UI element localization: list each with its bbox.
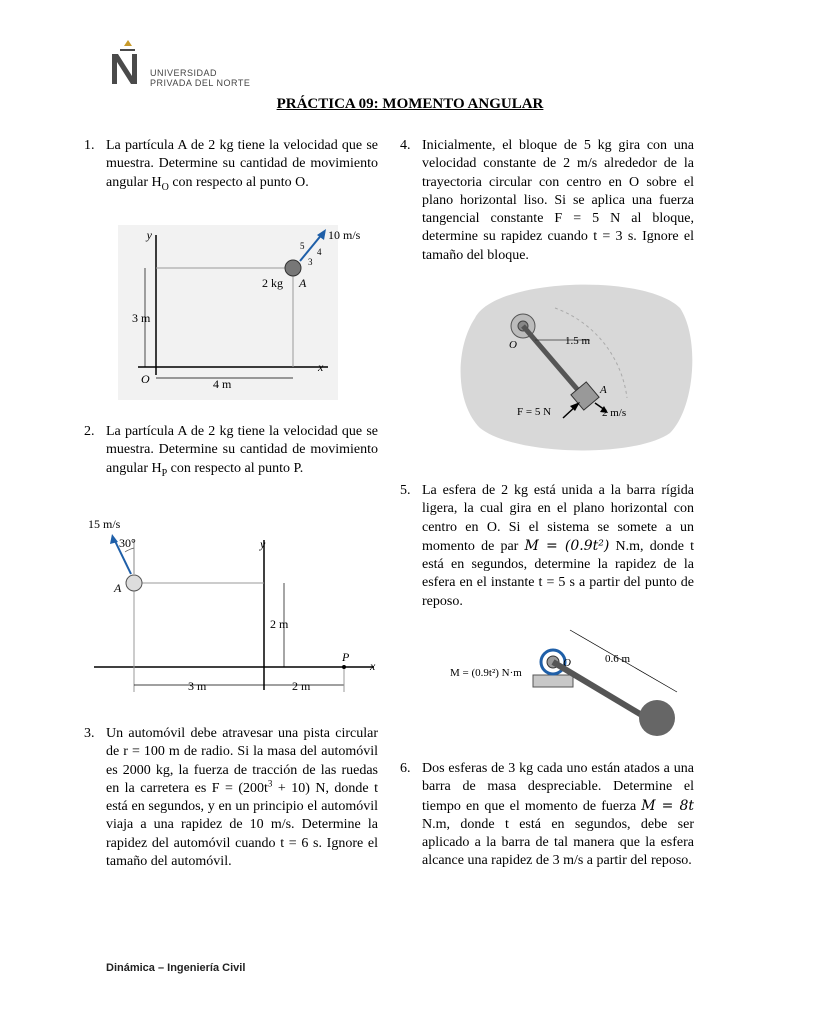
figure-1-particle-diagram xyxy=(118,225,361,400)
svg-text:15 m/s: 15 m/s xyxy=(88,517,121,531)
svg-text:A: A xyxy=(600,384,607,396)
figure-5-sphere-bar-diagram xyxy=(445,620,693,745)
problem-2 xyxy=(84,423,378,478)
svg-text:P: P xyxy=(342,650,350,664)
svg-text:y: y xyxy=(146,228,152,242)
svg-text:2 m: 2 m xyxy=(270,617,289,631)
svg-text:M = (0.9t²) N·m: M = (0.9t²) N·m xyxy=(450,667,522,679)
svg-text:A: A xyxy=(114,581,122,595)
svg-text:5: 5 xyxy=(300,241,305,251)
problem-number: 1. xyxy=(84,138,95,153)
problem-text: Un automóvil debe atravesar una pista circular de r = 100 m de radio. Si la masa del automóvil es 2000 kg, la fuerza de tracción de las ruedas en la carretera es $F = (200t^3 + 10)$ N, donde t está en segundos, y en un principio el automóvil viaja a una rapidez de 10 m/s. Determine la rapidez del automóvil cuando t = 6 s. Ignore el tamaño del automóvil. xyxy=(106,726,378,870)
svg-text:O: O xyxy=(509,339,517,351)
problem-text: Inicialmente, el bloque de 5 kg gira con una velocidad constante de 2 m/s alrededor de la trayectoria circular con centro en O sobre el plano horizontal liso. Si se aplica una fuerza tangencial constante F = 5 N al bloque, determine su rapidez cuando t = 3 s. Ignore el tamaño del bloque. xyxy=(422,138,694,263)
svg-text:3 m: 3 m xyxy=(188,679,207,693)
svg-text:2 m/s: 2 m/s xyxy=(602,407,627,419)
svg-text:0.6 m: 0.6 m xyxy=(605,653,631,665)
svg-text:10 m/s: 10 m/s xyxy=(328,228,361,242)
university-logo xyxy=(106,40,266,90)
problem-text: Dos esferas de 3 kg cada uno están atados a una barra de masa despreciable. Determine el tiempo en que el momento de fuerza M = 8t N.m, donde t está en segundos, debe ser aplicado a la barra de tal manera que la esfera alcance una rapidez de 3 m/s a partir del reposo. xyxy=(422,761,695,869)
figure-4-block-diagram xyxy=(455,278,695,456)
svg-text:3 m: 3 m xyxy=(132,311,151,325)
svg-text:x: x xyxy=(318,360,324,374)
svg-text:O: O xyxy=(141,372,150,386)
svg-text:2 m: 2 m xyxy=(292,679,311,693)
problem-text: La partícula A de 2 kg tiene la velocidad que se muestra. Determine su cantidad de movimiento angular $H_P$ con respecto al punto P. xyxy=(106,424,378,479)
svg-text:2 kg: 2 kg xyxy=(262,276,283,290)
svg-text:x: x xyxy=(370,659,376,673)
svg-text:30°: 30° xyxy=(119,536,136,550)
problem-3 xyxy=(84,725,378,871)
problem-number: 5. xyxy=(400,483,411,498)
figure-2-particle-diagram xyxy=(86,512,384,697)
svg-text:1.5 m: 1.5 m xyxy=(565,335,591,347)
problem-number: 4. xyxy=(400,138,411,153)
problem-4 xyxy=(400,137,694,265)
svg-text:A: A xyxy=(299,276,307,290)
svg-text:3: 3 xyxy=(308,257,313,267)
svg-text:4: 4 xyxy=(317,247,322,257)
problem-6 xyxy=(400,760,694,871)
svg-text:4 m: 4 m xyxy=(213,377,232,391)
problem-text: La esfera de 2 kg está unida a la barra rígida ligera, la cual gira en el plano horizontal con centro en O. Si el sistema se somete a un momento de par M = (0.9t²) N.m, donde t está en segundos, determine la rapidez de la esfera en el instante t = 5 s a partir del punto de reposo. xyxy=(422,483,694,609)
problem-1 xyxy=(84,137,378,192)
logo-mark-icon xyxy=(106,40,150,88)
svg-text:O: O xyxy=(563,657,571,669)
page-footer: Dinámica – Ingeniería Civil xyxy=(106,962,246,974)
problem-5 xyxy=(400,482,694,611)
svg-text:F = 5 N: F = 5 N xyxy=(517,406,552,418)
problem-number: 6. xyxy=(400,761,411,776)
page-title: PRÁCTICA 09: MOMENTO ANGULAR xyxy=(276,96,544,112)
problem-number: 2. xyxy=(84,424,95,439)
logo-text: UNIVERSIDAD PRIVADA DEL NORTE xyxy=(150,68,251,88)
problem-text: La partícula A de 2 kg tiene la velocidad que se muestra. Determine su cantidad de movimiento angular $H_O$ con respecto al punto O. xyxy=(106,138,378,193)
problem-number: 3. xyxy=(84,726,95,741)
svg-text:y: y xyxy=(260,537,266,551)
